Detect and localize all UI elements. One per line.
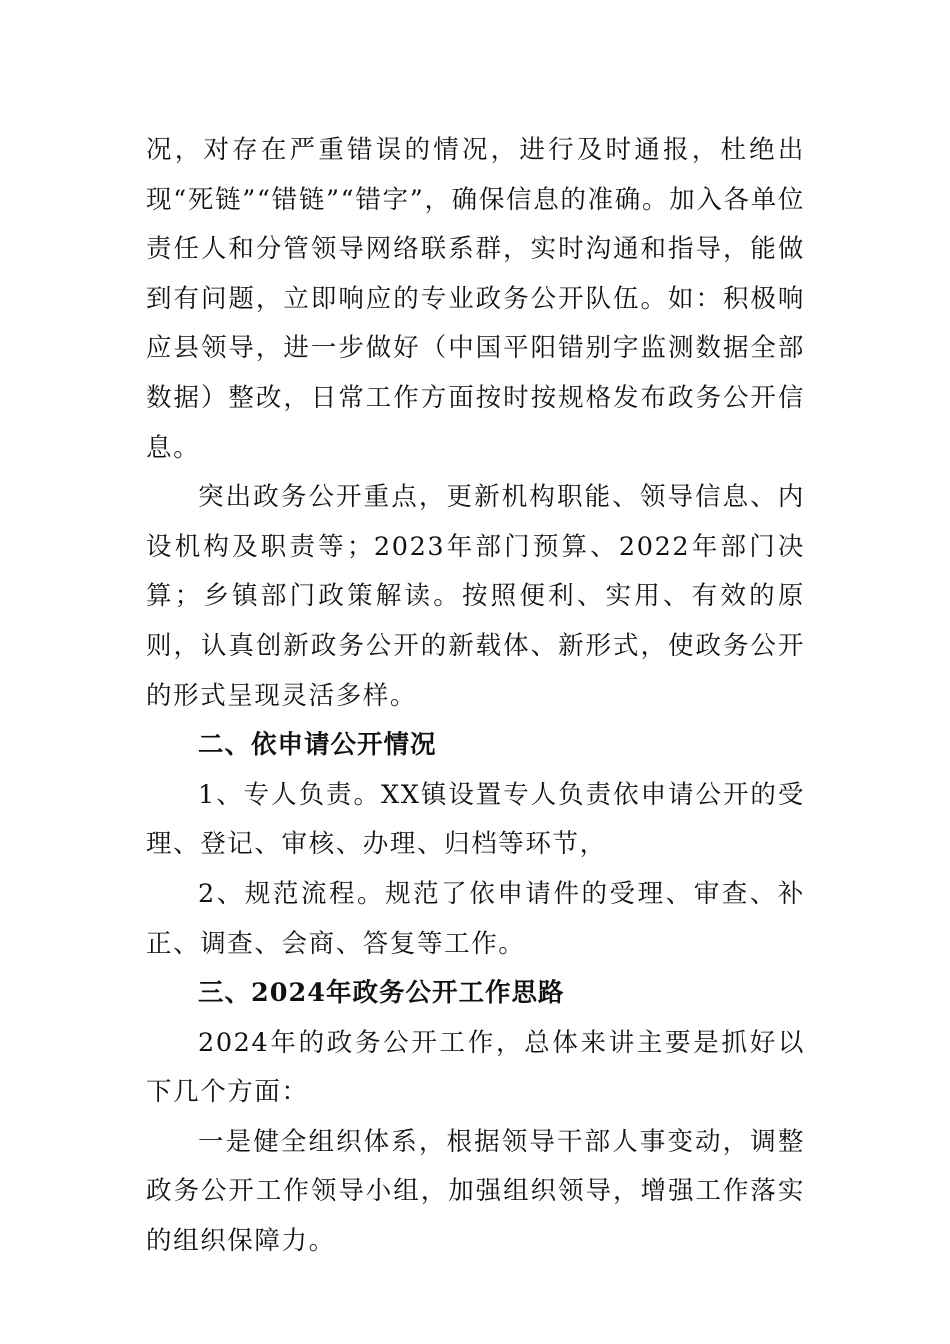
- section-heading-2024-plan: 三、2024年政务公开工作思路: [198, 978, 565, 1009]
- list-item-dedicated-staff: 1、专人负责。XX镇设置专人负责依申请公开的受理、登记、审核、办理、归档等环节，: [146, 779, 805, 860]
- section-heading-application-disclosure: 二、依申请公开情况: [198, 730, 437, 761]
- list-item-standard-process: 2、规范流程。规范了依申请件的受理、审查、补正、调查、会商、答复等工作。: [146, 878, 805, 959]
- body-paragraph-organization-system: 一是健全组织体系，根据领导干部人事变动，调整政务公开工作领导小组，加强组织领导，增强工作落实的组织保障力。: [146, 1126, 805, 1257]
- body-paragraph-continued: 况，对存在严重错误的情况，进行及时通报，杜绝出现“死链”“错链”“错字”，确保信息的准确。加入各单位责任人和分管领导网络联系群，实时沟通和指导，能做到有问题，立即响应的专业政务公开队伍。如：积极响应县领导，进一步做好（中国平阳错别字监测数据全部数据）整改，日常工作方面按时按规格发布政务公开信息。: [146, 135, 805, 463]
- body-paragraph-publicity-focus: 突出政务公开重点，更新机构职能、领导信息、内设机构及职责等；2023年部门预算、2022年部门决算；乡镇部门政策解读。按照便利、实用、有效的原则，认真创新政务公开的新载体、新形式，使政务公开的形式呈现灵活多样。: [146, 482, 805, 711]
- body-paragraph-2024-overview: 2024年的政务公开工作，总体来讲主要是抓好以下几个方面：: [146, 1027, 805, 1108]
